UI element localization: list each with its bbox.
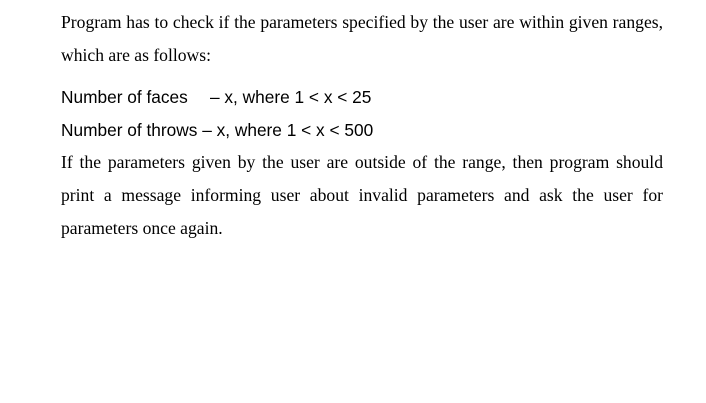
range-faces-condition: – x, where 1 < x < 25 bbox=[210, 87, 372, 107]
range-throws-condition: – x, where 1 < x < 500 bbox=[197, 120, 374, 140]
outcome-paragraph: If the parameters given by the user are outside of the range, then program should print a message informing user about invalid parameters and ask the user for parameters once again. bbox=[61, 152, 663, 238]
range-throws-label: Number of throws bbox=[61, 120, 198, 140]
range-throws bbox=[61, 119, 373, 141]
range-faces-label: Number of faces bbox=[61, 87, 188, 107]
intro-paragraph: Program has to check if the parameters specified by the user are within given ranges, which are as follows: bbox=[61, 12, 663, 65]
range-faces bbox=[61, 86, 371, 108]
